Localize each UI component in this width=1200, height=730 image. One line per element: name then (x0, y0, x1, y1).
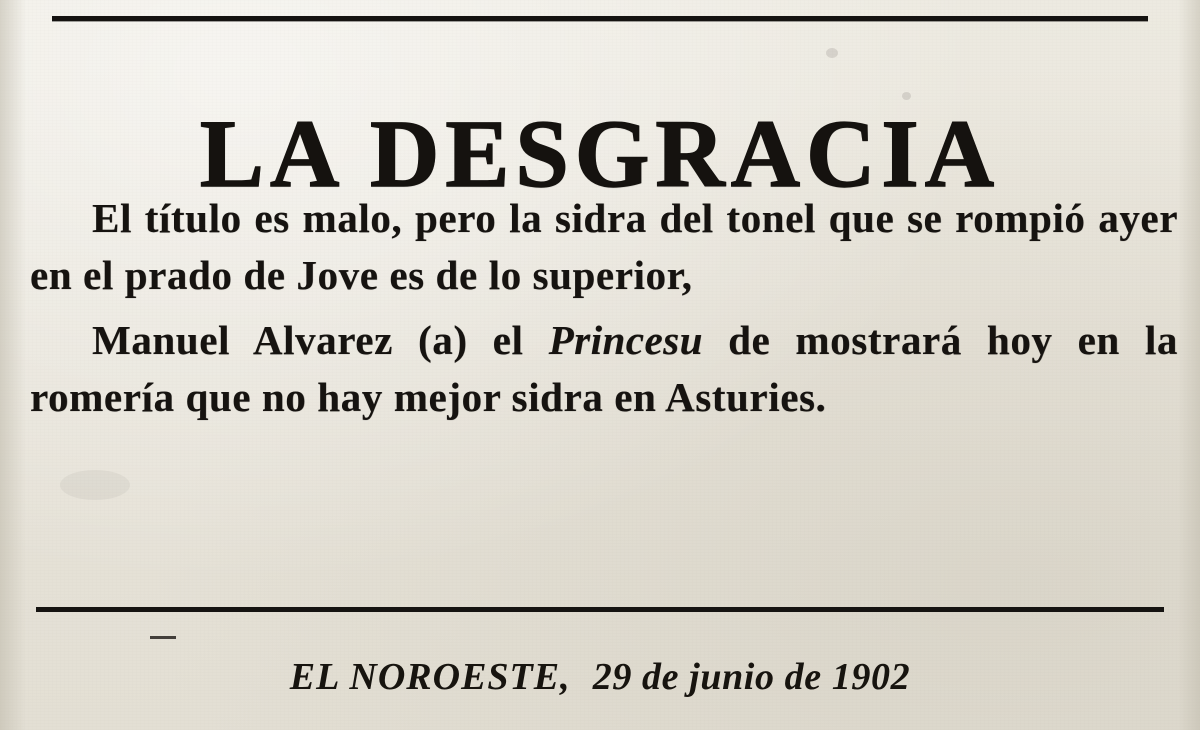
top-divider-rule (52, 16, 1148, 21)
source-citation (0, 655, 1200, 699)
ink-blotch (60, 470, 130, 500)
source-publication: EL NOROESTE, (289, 656, 571, 698)
article-paragraph-1: El título es malo, pero la sidra del tonel que se rompió ayer en el prado de Jove es de lo superior, (30, 195, 1178, 298)
article-paragraph-2 (30, 312, 1178, 426)
paragraph-2-emphasis: Princesu (548, 317, 703, 363)
paragraph-2-lead: Manuel Alvarez (a) el (92, 317, 524, 363)
ink-blotch (902, 92, 911, 100)
ink-blotch (826, 48, 838, 58)
headline: LA DESGRACIA (199, 100, 1001, 208)
paragraph-2-trail: de mostrará hoy en la romería que no hay mejor sidra en Asturies. (30, 317, 1179, 420)
source-date: 29 de junio de 1902 (592, 656, 911, 698)
small-dash-mark (150, 636, 176, 639)
bottom-divider-rule (36, 607, 1164, 612)
article-body (30, 190, 1178, 432)
